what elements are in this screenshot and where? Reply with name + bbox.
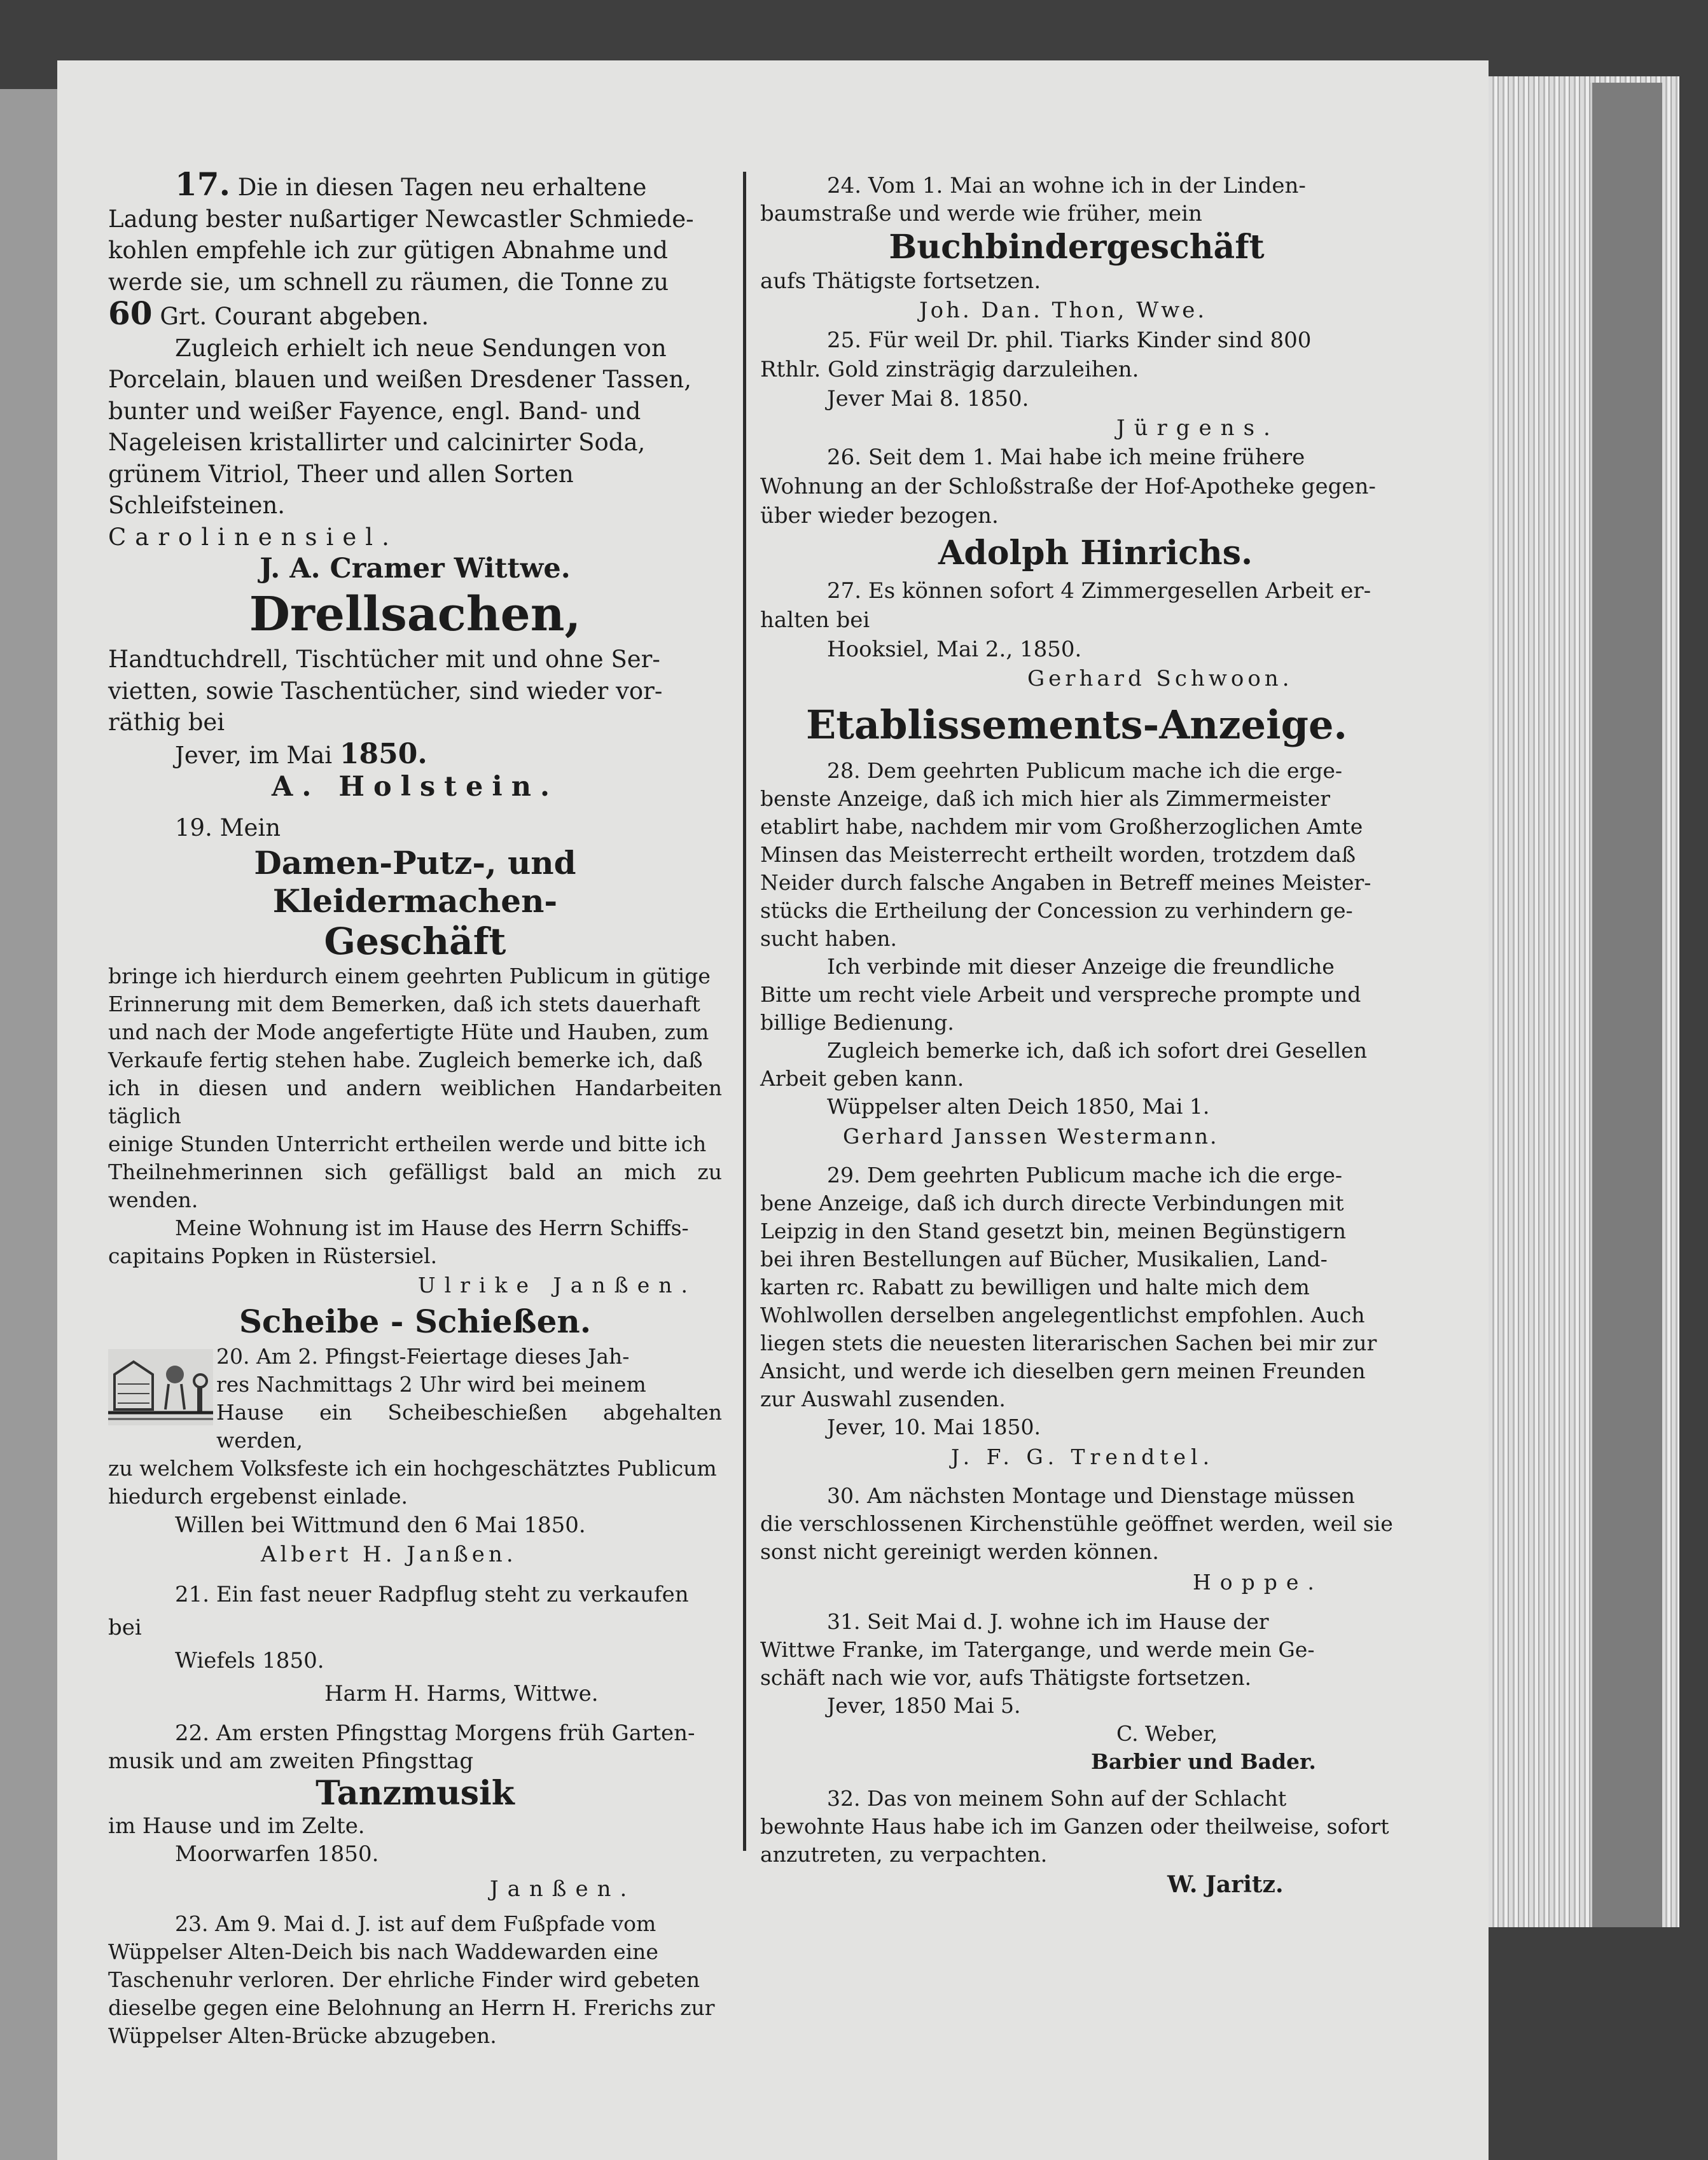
ad-date: Jever, im Mai xyxy=(175,741,340,769)
ad-text-line: Ich verbinde mit dieser Anzeige die freundliche xyxy=(827,954,1335,979)
ad-text-line: Hause ein Scheibeschießen abgehalten werden, xyxy=(216,1399,722,1453)
ad-text-line: hiedurch ergebenst einlade. xyxy=(108,1483,408,1509)
ad-number: 17. xyxy=(175,165,230,203)
ad-date: Moorwarfen 1850. xyxy=(175,1841,379,1867)
ad-signature: Albert H. Janßen. xyxy=(261,1541,517,1567)
ad-signature: Adolph Hinrichs. xyxy=(938,534,1253,572)
ad-text-line: Schleifsteinen. xyxy=(108,492,286,519)
ad-text-line: benste Anzeige, daß ich mich hier als Zimmermeister xyxy=(760,786,1330,811)
ad-date: Wiefels 1850. xyxy=(175,1647,324,1673)
ad-17 xyxy=(108,165,722,585)
ad-text-line: Verkaufe fertig stehen habe. Zugleich bemerke ich, daß xyxy=(108,1047,703,1072)
ad-text-line: im Hause und im Zelte. xyxy=(108,1813,365,1839)
ad-31 xyxy=(760,1608,1393,1776)
ad-signature: Jürgens. xyxy=(1116,415,1279,441)
ad-headline: Buchbindergeschäft xyxy=(889,228,1265,267)
ad-date: Willen bei Wittmund den 6 Mai 1850. xyxy=(175,1512,586,1538)
ad-text-line: 24. Vom 1. Mai an wohne ich in der Linden- xyxy=(827,173,1306,198)
ad-date: Jever, 1850 Mai 5. xyxy=(827,1693,1021,1718)
ad-text-line: Wüppelser Alten-Deich bis nach Waddewarden eine xyxy=(108,1939,658,1964)
ad-text-line: werde sie, um schnell zu räumen, die Tonne zu xyxy=(108,268,669,296)
ad-text-line: aufs Thätigste fortsetzen. xyxy=(760,268,1041,294)
ad-text-line: über wieder bezogen. xyxy=(760,503,999,529)
ad-text-line: Porcelain, blauen und weißen Dresdener Tassen, xyxy=(108,366,691,393)
ad-22 xyxy=(108,1719,722,1910)
ad-text-line: 20. Am 2. Pfingst-Feiertage dieses Jah- xyxy=(216,1343,630,1369)
ad-23 xyxy=(108,1910,722,2050)
ad-signature: Hoppe. xyxy=(1193,1570,1323,1595)
ad-signature: Joh. Dan. Thon, Wwe. xyxy=(919,298,1207,323)
price: 60 xyxy=(108,294,153,332)
ad-text-line: Taschenuhr verloren. Der ehrliche Finder wird gebeten xyxy=(108,1967,700,1992)
ad-headline: Etablissements-Anzeige. xyxy=(806,702,1347,748)
ad-text-line: Meine Wohnung ist im Hause des Herrn Schiffs- xyxy=(175,1215,689,1240)
ad-text-line: einige Stunden Unterricht ertheilen werde und bitte ich xyxy=(108,1131,707,1156)
ad-text-line: sucht haben. xyxy=(760,926,897,951)
ad-text-line: Rthlr. Gold zinsträgig darzuleihen. xyxy=(760,357,1139,382)
target-shooting-woodcut-icon xyxy=(108,1349,213,1425)
ad-18 xyxy=(108,585,722,803)
book-cover-edge xyxy=(1590,83,1662,1927)
ad-signature: Ulrike Janßen. xyxy=(417,1272,697,1298)
ad-text-line: Bitte um recht viele Arbeit und verspreche prompte und xyxy=(760,982,1361,1007)
ad-30 xyxy=(760,1482,1393,1599)
ad-text-line: Nageleisen kristallirter und calcinirter Soda, xyxy=(108,429,646,456)
ad-text-line: bunter und weißer Fayence, engl. Band- und xyxy=(108,397,641,425)
ad-25 xyxy=(760,326,1393,443)
ad-text-line: 31. Seit Mai d. J. wohne ich im Hause der xyxy=(827,1609,1269,1634)
ad-20 xyxy=(108,1301,722,1569)
ad-text-line: grünem Vitriol, Theer und allen Sorten xyxy=(108,460,574,488)
ad-date: Jever Mai 8. 1850. xyxy=(827,386,1029,412)
ad-text-line: zu welchem Volksfeste ich ein hochgeschätztes Publicum xyxy=(108,1455,717,1481)
ad-text-line: stücks die Ertheilung der Concession zu verhindern ge- xyxy=(760,898,1353,923)
facing-page-edge xyxy=(0,89,60,2160)
ad-26 xyxy=(760,443,1393,576)
ad-text-line: Neider durch falsche Angaben in Betreff meines Meister- xyxy=(760,870,1371,895)
ad-headline: Drellsachen, xyxy=(249,587,581,642)
ad-text-line: anzutreten, zu verpachten. xyxy=(760,1842,1048,1867)
ad-text-line: und nach der Mode angefertigte Hüte und Hauben, zum xyxy=(108,1019,709,1044)
ad-signature: Harm H. Harms, Wittwe. xyxy=(324,1680,599,1707)
ad-text-line: 32. Das von meinem Sohn auf der Schlacht xyxy=(827,1786,1287,1811)
ad-text-line: Grt. Courant abgeben. xyxy=(152,303,429,330)
ad-text-line: sonst nicht gereinigt werden können. xyxy=(760,1539,1159,1564)
ad-text-line: Ansicht, und werde ich dieselben gern meinen Freunden xyxy=(760,1359,1366,1383)
ad-text-line: Ladung bester nußartiger Newcastler Schmiede- xyxy=(108,205,694,233)
ad-text-line: ich in diesen und andern weiblichen Handarbeiten täglich xyxy=(108,1075,722,1128)
ad-signature: Janßen. xyxy=(490,1876,636,1902)
ad-signature-title: Barbier und Bader. xyxy=(1091,1749,1316,1774)
ad-text-line: Wohnung an der Schloßstraße der Hof-Apotheke gegen- xyxy=(760,474,1376,499)
ad-text-line: Zugleich erhielt ich neue Sendungen von xyxy=(175,334,667,362)
ad-text-line: 28. Dem geehrten Publicum mache ich die erge- xyxy=(827,758,1342,783)
ad-text-line: 23. Am 9. Mai d. J. ist auf dem Fußpfade vom xyxy=(175,1911,656,1936)
ad-date: Hooksiel, Mai 2., 1850. xyxy=(827,637,1082,662)
ad-signature: J. F. G. Trendtel. xyxy=(951,1444,1215,1469)
ad-text-line: räthig bei xyxy=(108,709,225,736)
ad-text-line: halten bei xyxy=(760,607,870,633)
ad-text-line: 19. Mein xyxy=(175,814,281,841)
ad-24 xyxy=(760,172,1393,326)
ad-text-line: Theilnehmerinnen sich gefälligst bald an mich zu wenden. xyxy=(108,1159,722,1212)
ad-text-line: billige Bedienung. xyxy=(760,1010,954,1035)
ad-text-line: bringe ich hierdurch einem geehrten Publicum in gütige xyxy=(108,963,711,988)
ad-text-line: liegen stets die neuesten literarischen Sachen bei mir zur xyxy=(760,1331,1377,1355)
ad-text-line: 30. Am nächsten Montage und Dienstage müssen xyxy=(827,1483,1355,1508)
ad-32 xyxy=(760,1785,1393,1900)
ad-text-line: Wüppelser Alten-Brücke abzugeben. xyxy=(108,2023,497,2048)
ad-text-line: 21. Ein fast neuer Radpflug steht zu verkaufen xyxy=(175,1581,689,1607)
ad-date: Jever, 10. Mai 1850. xyxy=(827,1415,1041,1439)
ad-signature: A. Holstein. xyxy=(272,771,559,803)
ad-signature: W. Jaritz. xyxy=(1167,1871,1284,1898)
ad-27 xyxy=(760,576,1393,693)
ad-place: Carolinensiel. xyxy=(108,523,398,551)
column-rule xyxy=(743,172,746,1851)
ad-text-line: Zugleich bemerke ich, daß ich sofort drei Gesellen xyxy=(827,1038,1367,1063)
ad-headline: Geschäft xyxy=(324,919,506,963)
ad-text-line: bene Anzeige, daß ich durch directe Verbindungen mit xyxy=(760,1191,1344,1215)
ad-date: Wüppelser alten Deich 1850, Mai 1. xyxy=(827,1094,1210,1119)
ad-text-line: 26. Seit dem 1. Mai habe ich meine frühere xyxy=(827,445,1305,470)
ad-text-line: Minsen das Meisterrecht ertheilt worden, trotzdem daß xyxy=(760,842,1356,867)
ad-text-line: 22. Am ersten Pfingsttag Morgens früh Garten- xyxy=(175,1720,695,1746)
ad-21 xyxy=(108,1578,722,1710)
ad-text-line: 25. Für weil Dr. phil. Tiarks Kinder sind 800 xyxy=(827,328,1312,353)
ad-signature: Gerhard Janssen Westermann. xyxy=(843,1124,1219,1149)
ad-text-line: Erinnerung mit dem Bemerken, daß ich stets dauerhaft xyxy=(108,991,700,1016)
ad-text-line: Handtuchdrell, Tischtücher mit und ohne Ser- xyxy=(108,646,660,673)
ad-text-line: dieselbe gegen eine Belohnung an Herrn H. Frerichs zur xyxy=(108,1995,715,2020)
ad-text-line: capitains Popken in Rüstersiel. xyxy=(108,1243,438,1268)
left-column xyxy=(108,165,722,2050)
ad-text-line: Arbeit geben kann. xyxy=(760,1066,964,1091)
ad-text-line: bei ihren Bestellungen auf Bücher, Musikalien, Land- xyxy=(760,1247,1328,1271)
ad-text-line: Wohlwollen derselben angelegentlichst empfohlen. Auch xyxy=(760,1303,1365,1327)
right-column xyxy=(760,172,1393,1900)
ad-headline: Tanzmusik xyxy=(316,1773,515,1813)
ad-year: 1850. xyxy=(339,737,427,770)
ad-signature: C. Weber, xyxy=(1116,1721,1218,1746)
ad-headline: Damen-Putz-, und Kleidermachen- xyxy=(254,843,576,920)
ad-text-line: bewohnte Haus habe ich im Ganzen oder theilweise, sofort xyxy=(760,1814,1389,1839)
ad-text-line: schäft nach wie vor, aufs Thätigste fortsetzen. xyxy=(760,1665,1252,1690)
ad-text-line: Die in diesen Tagen neu erhaltene xyxy=(237,174,647,201)
ad-text-line: kohlen empfehle ich zur gütigen Abnahme und xyxy=(108,237,668,264)
ad-signature: Gerhard Schwoon. xyxy=(1027,666,1293,691)
ad-text-line: musik und am zweiten Pfingsttag xyxy=(108,1748,474,1774)
ad-text-line: zur Auswahl zusenden. xyxy=(760,1387,1006,1411)
ad-text-line: die verschlossenen Kirchenstühle geöffnet werden, weil sie xyxy=(760,1511,1393,1536)
ad-signature: J. A. Cramer Wittwe. xyxy=(260,553,571,585)
ad-19 xyxy=(108,812,722,1301)
ad-text-line: 29. Dem geehrten Publicum mache ich die erge- xyxy=(827,1163,1342,1187)
ad-text-line: karten rc. Rabatt zu bewilligen und halte mich dem xyxy=(760,1275,1310,1299)
ad-29 xyxy=(760,1161,1393,1473)
ad-text-line: baumstraße und werde wie früher, mein xyxy=(760,201,1202,226)
ad-text-line: res Nachmittags 2 Uhr wird bei meinem xyxy=(216,1371,646,1397)
ad-text-line: vietten, sowie Taschentücher, sind wieder vor- xyxy=(108,677,663,705)
ad-headline: Scheibe - Schießen. xyxy=(239,1302,592,1340)
ad-28 xyxy=(760,693,1393,1153)
ad-text-line: bei xyxy=(108,1614,142,1640)
ad-text-line: etablirt habe, nachdem mir vom Großherzoglichen Amte xyxy=(760,814,1363,839)
ad-text-line: Leipzig in den Stand gesetzt bin, meinen Begünstigern xyxy=(760,1219,1346,1243)
ad-text-line: Wittwe Franke, im Tatergange, und werde mein Ge- xyxy=(760,1637,1315,1662)
ad-text-line: 27. Es können sofort 4 Zimmergesellen Arbeit er- xyxy=(827,578,1371,604)
